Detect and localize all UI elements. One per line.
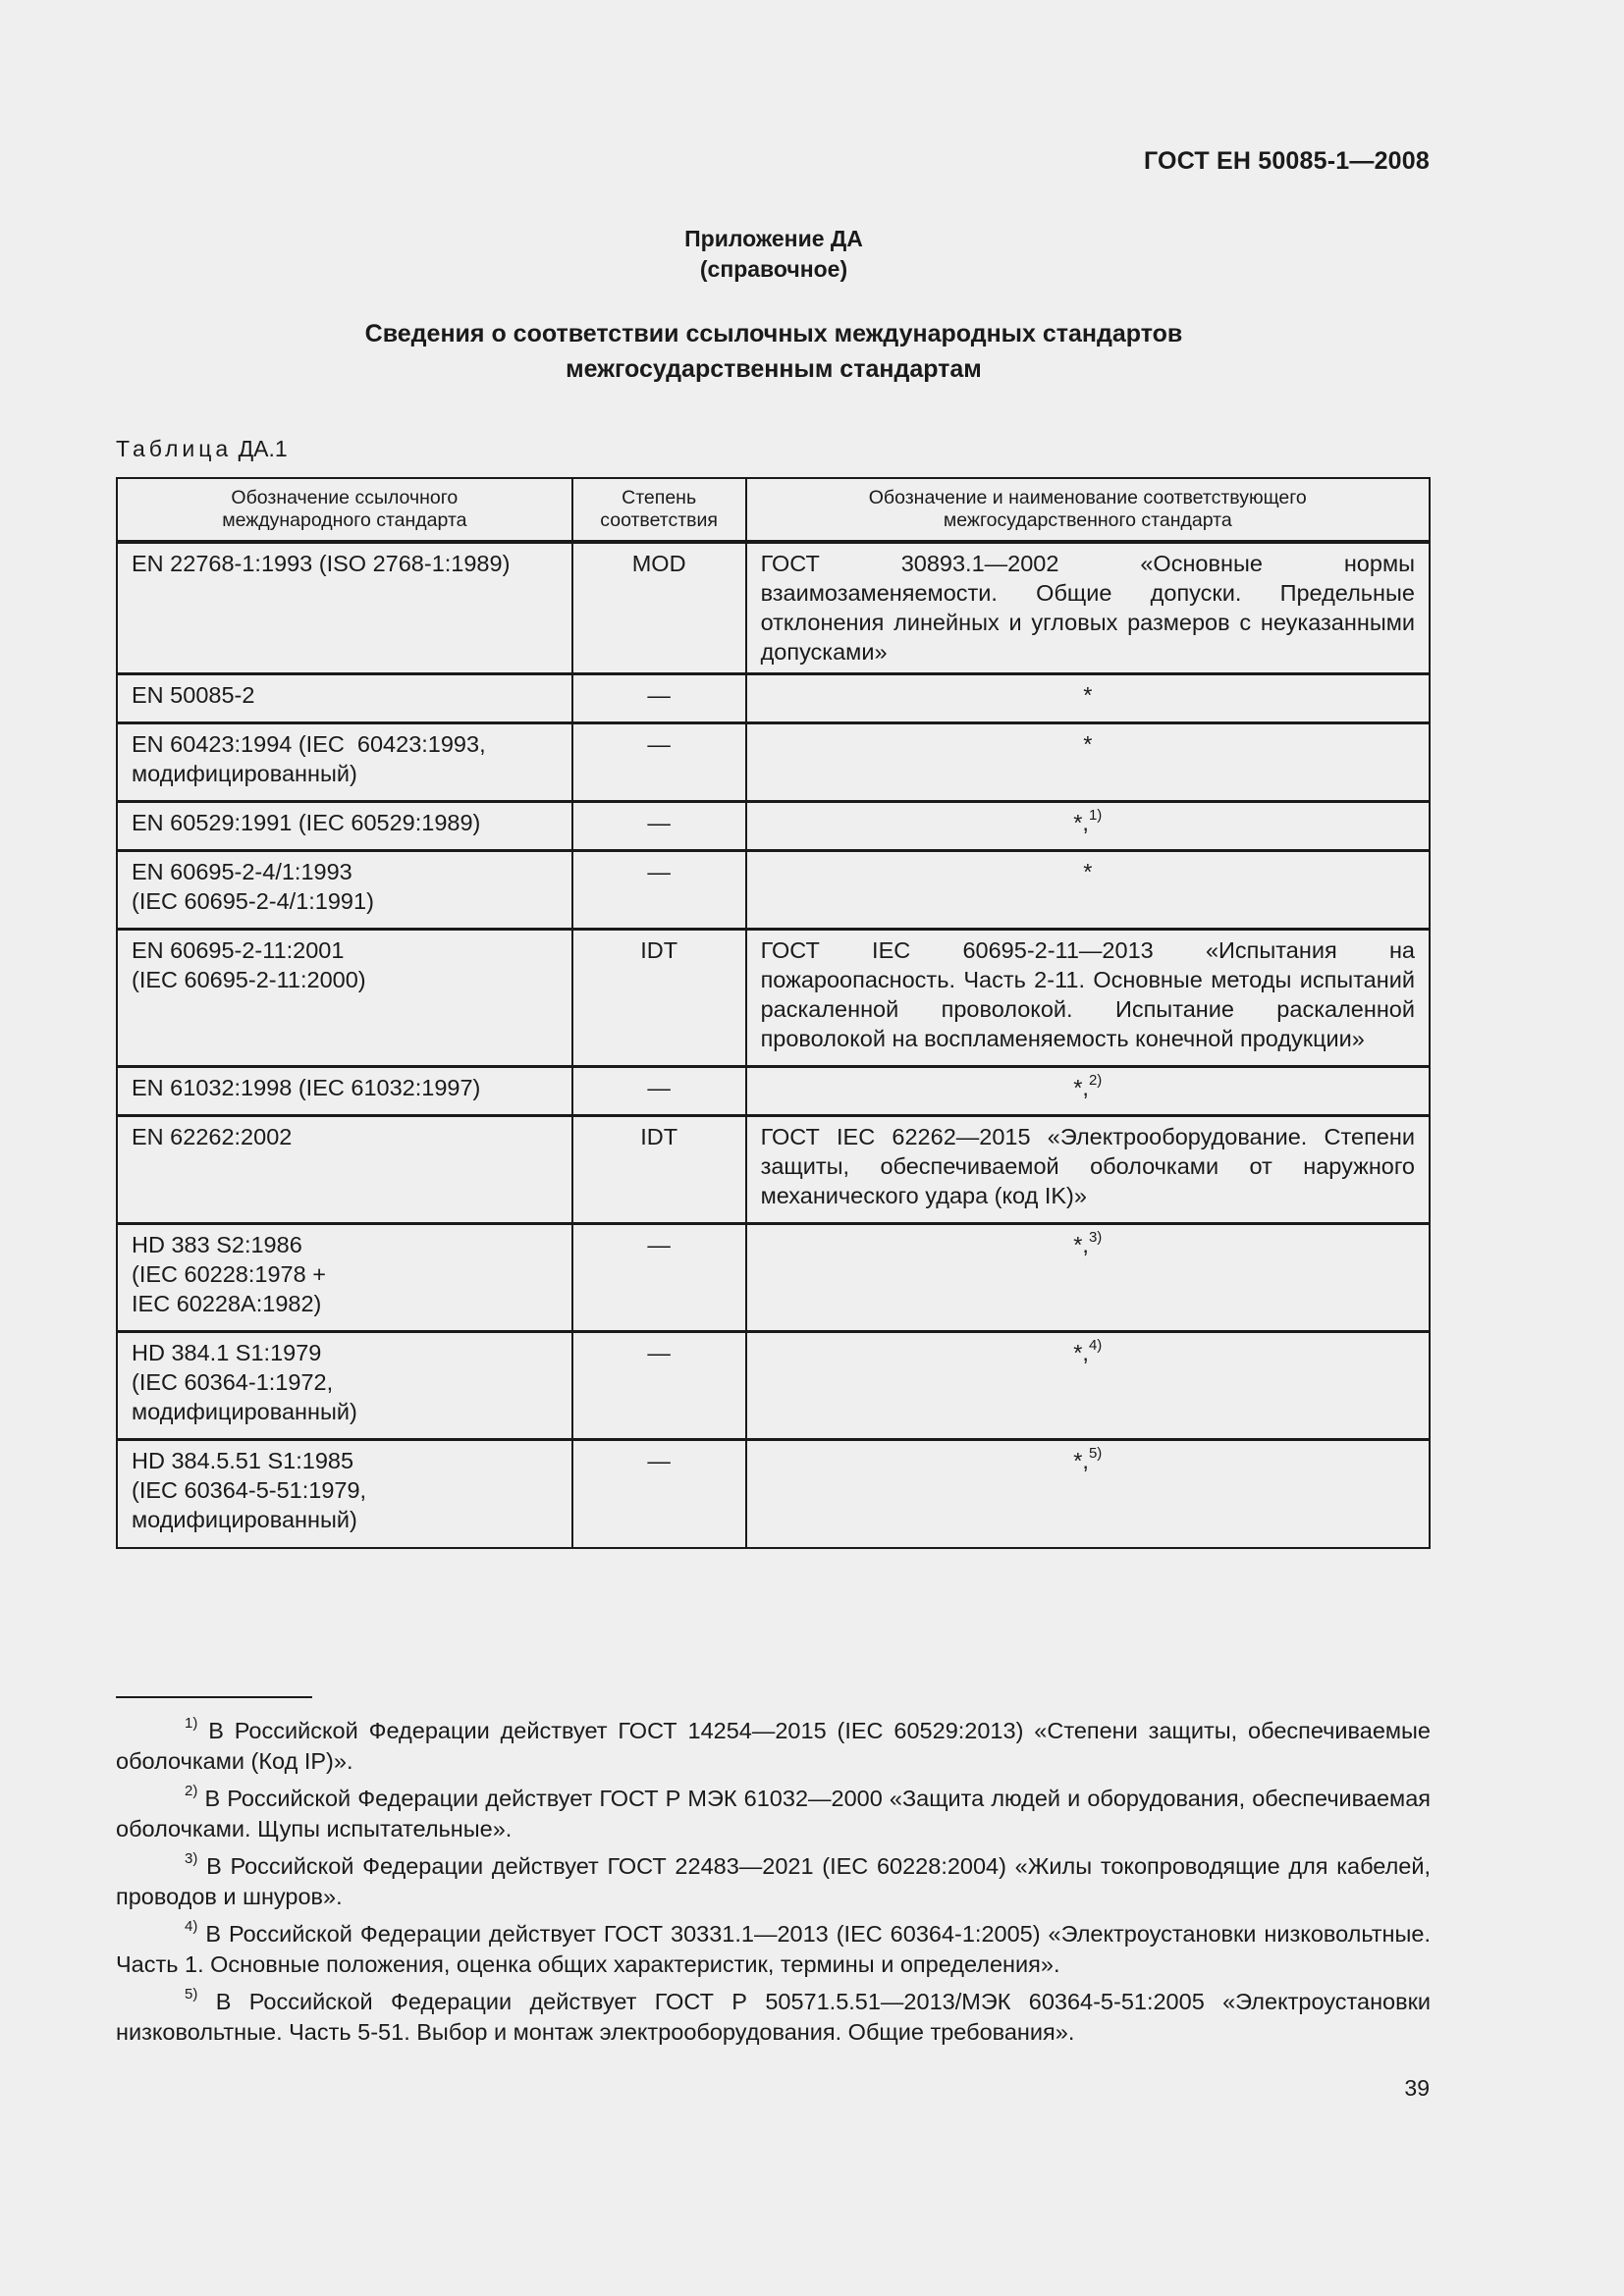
footnote-reference: 3) bbox=[1088, 1229, 1103, 1247]
degree-cell: IDT bbox=[572, 930, 746, 1067]
section-heading bbox=[0, 316, 1547, 387]
footnote-reference: 1) bbox=[1088, 807, 1103, 825]
table-row bbox=[117, 1440, 1430, 1548]
degree-cell: MOD bbox=[572, 542, 746, 674]
footnote-mark: 5) bbox=[185, 1986, 198, 2003]
column-header-national: Обозначение и наименование соответствующего межгосударственного стандарта bbox=[746, 478, 1430, 542]
international-standard-cell: EN 22768-1:1993 (ISO 2768-1:1989) bbox=[117, 542, 572, 674]
table-row bbox=[117, 542, 1430, 674]
table-caption bbox=[116, 436, 288, 462]
international-standard-cell: EN 50085-2 bbox=[117, 674, 572, 723]
degree-cell: — bbox=[572, 1224, 746, 1332]
footnote-divider bbox=[116, 1696, 312, 1698]
degree-cell: — bbox=[572, 723, 746, 802]
table-row bbox=[117, 1116, 1430, 1224]
footnote: $^{4)}$ В Российской Федерации действует ГОСТ 30331.1—2013 (IEC 60364-1:2005) «Электроустановки низковольтные. Часть 1. Основные положения, оценка общих характеристик, термины и определения». bbox=[116, 1918, 1432, 1977]
annex-subtitle: (справочное) bbox=[699, 256, 848, 282]
table-row bbox=[117, 930, 1430, 1067]
international-standard-cell: EN 60423:1994 (IEC 60423:1993, модифицированный) bbox=[117, 723, 572, 802]
footnote: $^{3)}$ В Российской Федерации действует ГОСТ 22483—2021 (IEC 60228:2004) «Жилы токопроводящие для кабелей, проводов и шнуров». bbox=[116, 1850, 1432, 1909]
degree-cell: — bbox=[572, 1067, 746, 1116]
table-caption-id: ДА.1 bbox=[238, 436, 288, 461]
column-header-degree: Степень соответствия bbox=[572, 478, 746, 542]
section-heading-line: межгосударственным стандартам bbox=[566, 355, 982, 383]
national-standard-cell: *,$^{3)}$ bbox=[746, 1224, 1430, 1332]
international-standard-cell: HD 384.5.51 S1:1985 (IEC 60364-5-51:1979, модифицированный) bbox=[117, 1440, 572, 1548]
annex-heading bbox=[0, 224, 1547, 285]
national-standard-cell: *,$^{2)}$ bbox=[746, 1067, 1430, 1116]
degree-cell: — bbox=[572, 674, 746, 723]
table-row bbox=[117, 802, 1430, 851]
international-standard-cell: EN 60695-2-11:2001 (IEC 60695-2-11:2000) bbox=[117, 930, 572, 1067]
international-standard-cell: EN 60529:1991 (IEC 60529:1989) bbox=[117, 802, 572, 851]
footnote-mark: 1) bbox=[185, 1715, 198, 1733]
national-standard-cell: * bbox=[746, 723, 1430, 802]
footnotes bbox=[116, 1716, 1431, 2055]
national-standard-cell: * bbox=[746, 851, 1430, 930]
international-standard-cell: HD 384.1 S1:1979 (IEC 60364-1:1972, модифицированный) bbox=[117, 1332, 572, 1440]
table-row bbox=[117, 1067, 1430, 1116]
table-row bbox=[117, 1224, 1430, 1332]
table-row bbox=[117, 723, 1430, 802]
footnote-mark: 4) bbox=[185, 1918, 198, 1936]
degree-cell: — bbox=[572, 851, 746, 930]
footnote: $^{5)}$ В Российской Федерации действует ГОСТ Р 50571.5.51—2013/МЭК 60364-5-51:2005 «Электроустановки низковольтные. Часть 5-51. Выбор и монтаж электрооборудования. Общие требования». bbox=[116, 1986, 1432, 2045]
national-standard-cell: *,$^{4)}$ bbox=[746, 1332, 1430, 1440]
footnote-reference: 5) bbox=[1088, 1445, 1103, 1463]
degree-cell: — bbox=[572, 802, 746, 851]
section-heading-line: Сведения о соответствии ссылочных международных стандартов bbox=[364, 320, 1183, 347]
footnote-reference: 4) bbox=[1088, 1337, 1103, 1355]
standards-table bbox=[116, 477, 1431, 1549]
table-caption-word: Таблица bbox=[116, 436, 233, 461]
footnote-mark: 3) bbox=[185, 1850, 198, 1868]
national-standard-cell: *,$^{5)}$ bbox=[746, 1440, 1430, 1548]
table-header-row bbox=[117, 478, 1430, 542]
page-number: 39 bbox=[1404, 2075, 1430, 2101]
table-row bbox=[117, 674, 1430, 723]
table-row bbox=[117, 851, 1430, 930]
international-standard-cell: HD 383 S2:1986 (IEC 60228:1978 + IEC 60228A:1982) bbox=[117, 1224, 572, 1332]
international-standard-cell: EN 60695-2-4/1:1993 (IEC 60695-2-4/1:1991) bbox=[117, 851, 572, 930]
footnote: $^{1)}$ В Российской Федерации действует ГОСТ 14254—2015 (IEC 60529:2013) «Степени защиты, обеспечиваемые оболочками (Код IP)». bbox=[116, 1715, 1431, 1774]
national-standard-cell: ГОСТ IEC 62262—2015 «Электрооборудование. Степени защиты, обеспечиваемой оболочками от наружного механического удара (код IK)» bbox=[746, 1116, 1430, 1224]
international-standard-cell: EN 62262:2002 bbox=[117, 1116, 572, 1224]
footnote: $^{2)}$ В Российской Федерации действует ГОСТ Р МЭК 61032—2000 «Защита людей и оборудования, обеспечиваемая оболочками. Щупы испытательные». bbox=[116, 1783, 1431, 1842]
national-standard-cell: ГОСТ 30893.1—2002 «Основные нормы взаимозаменяемости. Общие допуски. Предельные отклонения линейных и угловых размеров с неуказанными допусками» bbox=[746, 542, 1430, 674]
international-standard-cell: EN 61032:1998 (IEC 61032:1997) bbox=[117, 1067, 572, 1116]
national-standard-cell: ГОСТ IEC 60695-2-11—2013 «Испытания на пожароопасность. Часть 2-11. Основные методы испытаний раскаленной проволокой. Испытание раскаленной проволокой на воспламеняемость конечной продукции» bbox=[746, 930, 1430, 1067]
document-code: ГОСТ ЕН 50085-1—2008 bbox=[1144, 147, 1430, 175]
degree-cell: IDT bbox=[572, 1116, 746, 1224]
national-standard-cell: * bbox=[746, 674, 1430, 723]
national-standard-cell: *,$^{1)}$ bbox=[746, 802, 1430, 851]
annex-title: Приложение ДА bbox=[684, 226, 863, 251]
column-header-international: Обозначение ссылочного международного стандарта bbox=[117, 478, 572, 542]
footnote-reference: 2) bbox=[1088, 1072, 1103, 1090]
footnote-mark: 2) bbox=[185, 1783, 198, 1800]
degree-cell: — bbox=[572, 1440, 746, 1548]
table-row bbox=[117, 1332, 1430, 1440]
degree-cell: — bbox=[572, 1332, 746, 1440]
